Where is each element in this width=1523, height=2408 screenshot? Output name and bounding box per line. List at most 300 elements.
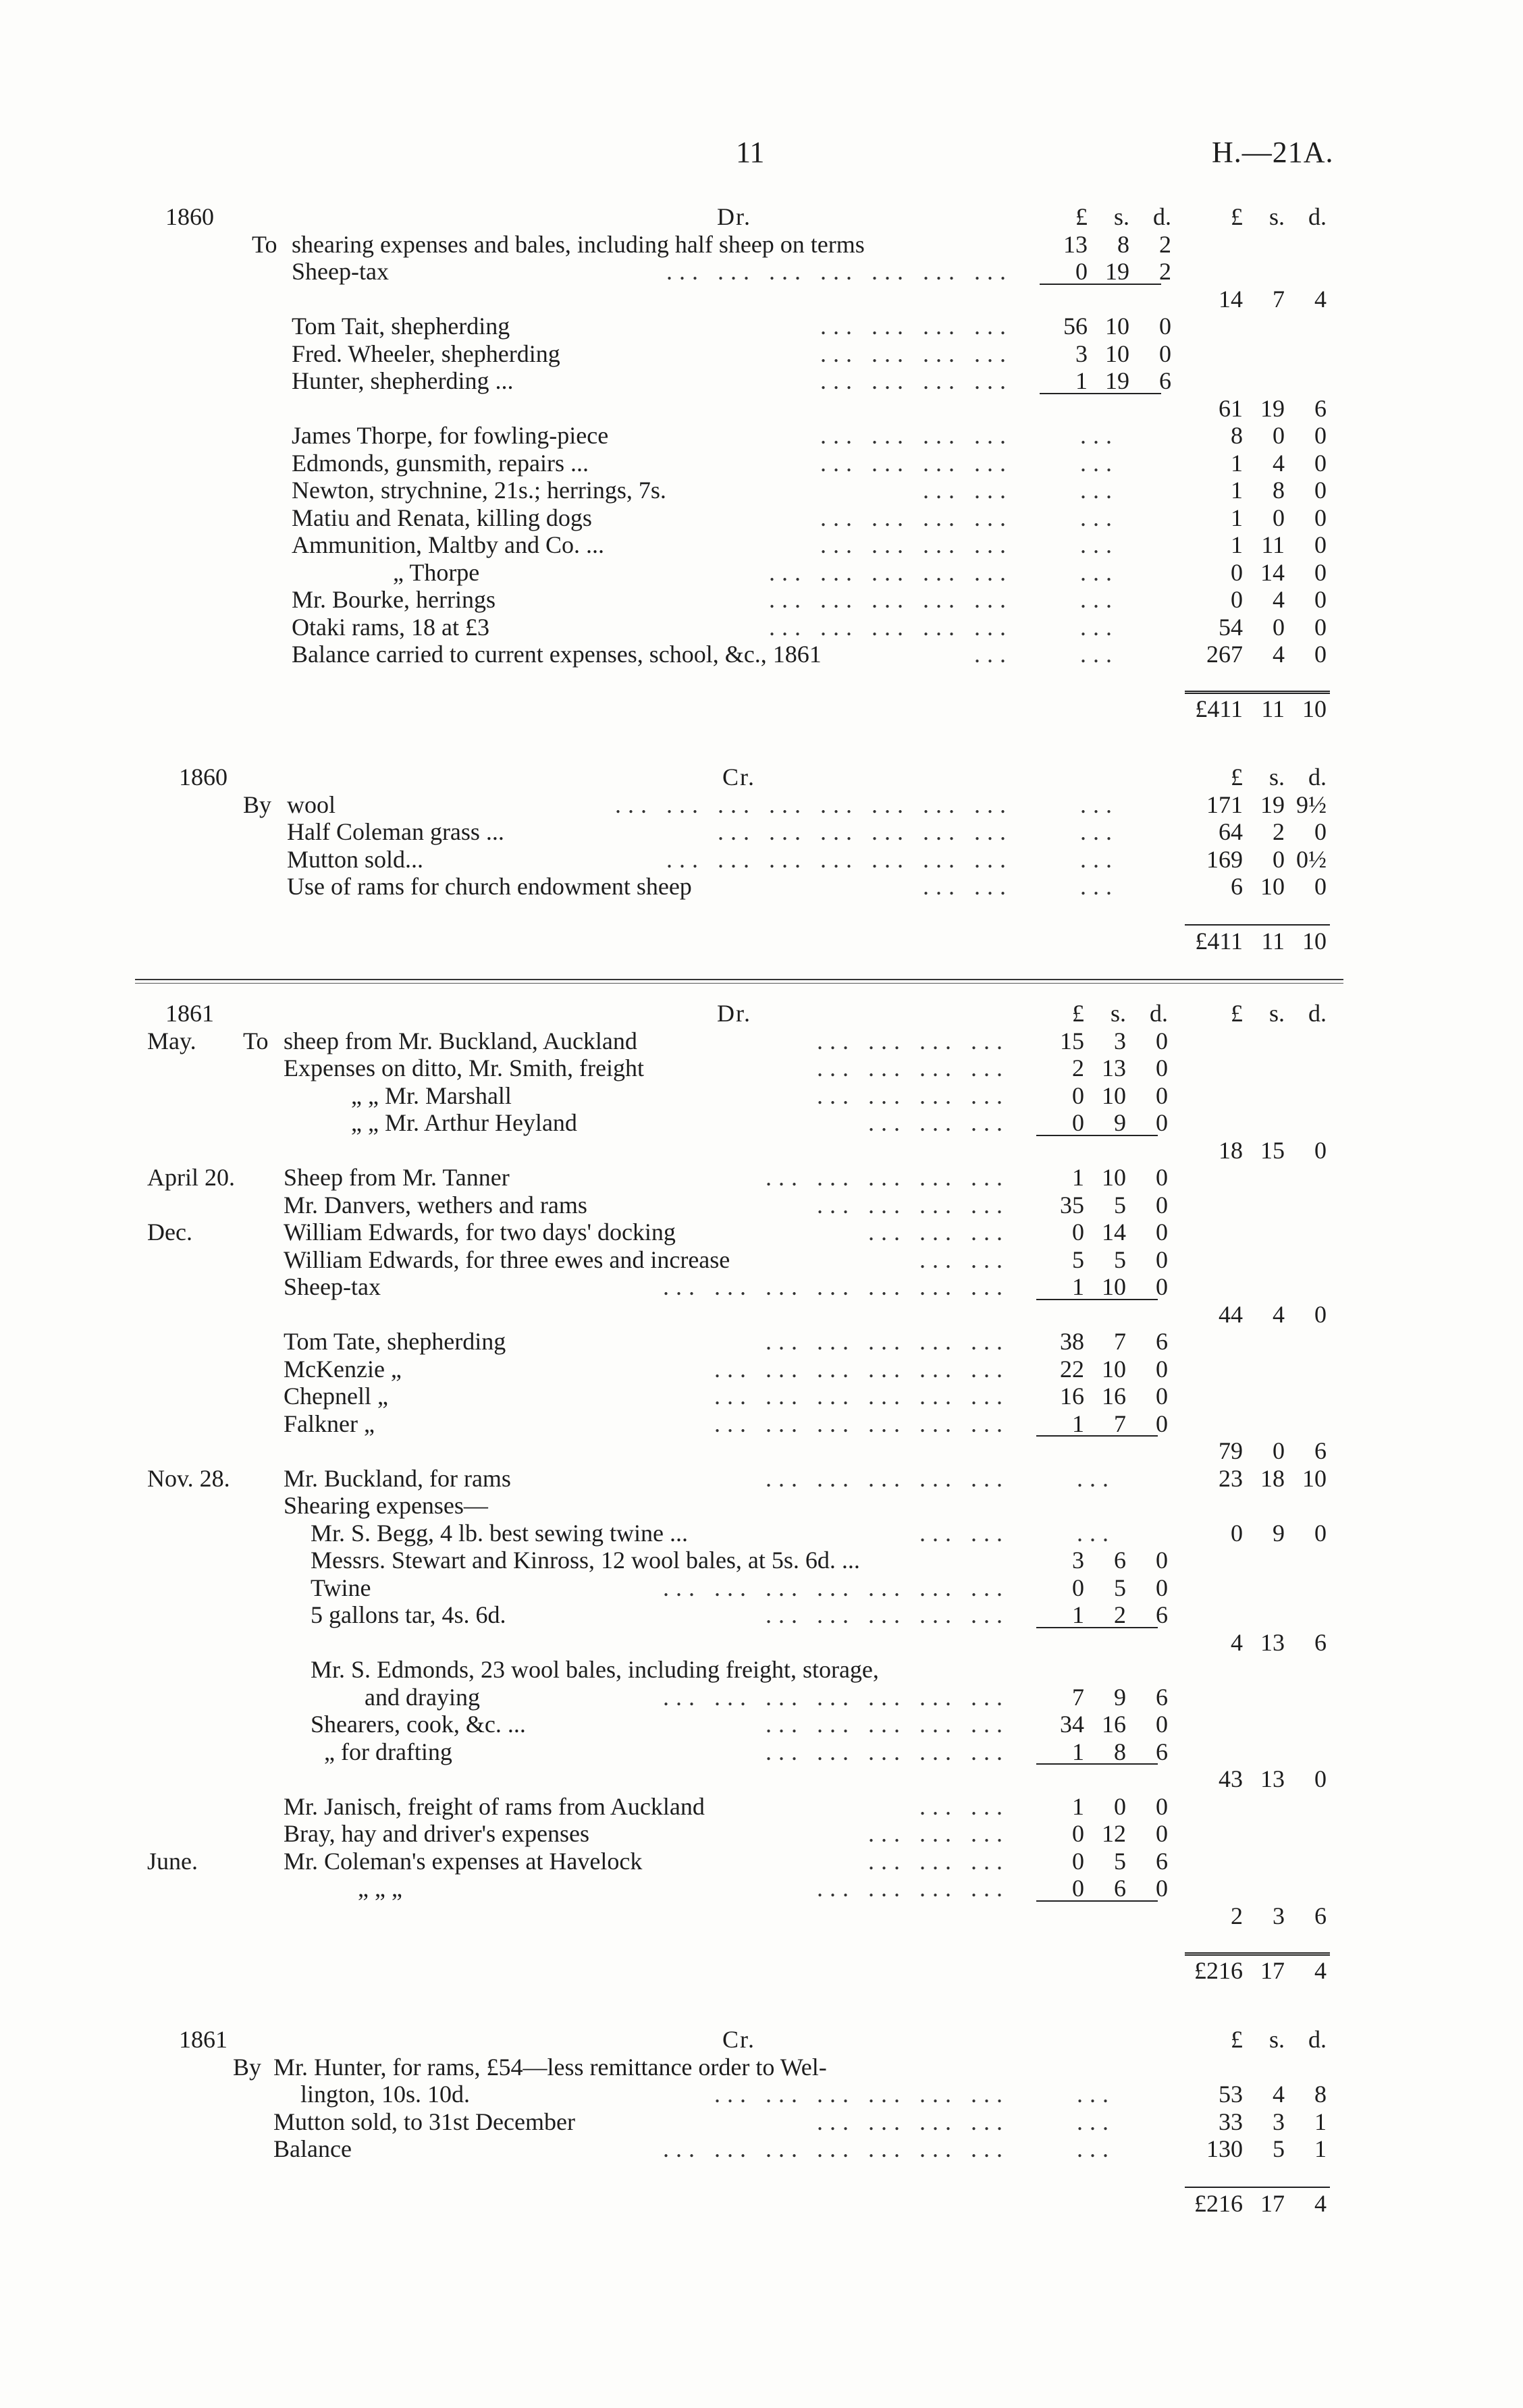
pounds-value: 33 [1219, 2108, 1243, 2135]
ledger-row [0, 1273, 1523, 1301]
shillings-value: 17 [1260, 2190, 1285, 2217]
shillings-value: 13 [1102, 1054, 1126, 1081]
inner-amount [1023, 1355, 1168, 1383]
ledger-row [0, 1792, 1523, 1821]
pence-value: 0 [1314, 613, 1327, 641]
ledger-row [0, 1382, 1523, 1410]
pounds-value: 0 [1072, 1081, 1084, 1109]
inner-dot-leader: ... [1080, 791, 1119, 818]
entry-description: Mutton sold, to 31st December [273, 2108, 575, 2135]
pounds-value: 1 [1231, 504, 1243, 531]
ledger-row [0, 1574, 1523, 1602]
shillings-value: 8 [1273, 477, 1285, 504]
dot-leader: ... ... [919, 1519, 1009, 1547]
entry-description: Mutton sold... [287, 845, 424, 873]
ledger-row [0, 1491, 1523, 1520]
pence-value: 0 [1156, 1027, 1168, 1054]
inner-column-headings [1026, 203, 1171, 231]
ledger-row [0, 1163, 1523, 1192]
dot-leader: ... ... ... [868, 1219, 1009, 1246]
inner-amount [1023, 1847, 1168, 1875]
section-year: 1861 [165, 1000, 214, 1027]
pence-value: 0 [1156, 1383, 1168, 1410]
total-rule [1185, 2187, 1330, 2188]
pence-value: 6 [1314, 1628, 1327, 1656]
shillings-value: 0 [1273, 845, 1285, 873]
shillings-value: 16 [1102, 1383, 1126, 1410]
entry-date: May. [147, 1027, 196, 1054]
section-divider [135, 979, 1343, 980]
shillings-value: 9 [1273, 1519, 1285, 1547]
inner-amount [1023, 1819, 1168, 1848]
shillings-value: 19 [1260, 791, 1285, 818]
ledger-row [0, 558, 1523, 587]
total-row [0, 1437, 1523, 1465]
entry-description: Mr. Hunter, for rams, £54—less remittance order to Wel- [273, 2053, 827, 2081]
pence-value: 2 [1159, 258, 1171, 285]
shillings-value: 4 [1273, 2081, 1285, 2108]
inner-amount [1023, 1191, 1168, 1219]
pounds-value: £216 [1194, 2190, 1243, 2217]
pounds-value: 0 [1072, 1820, 1084, 1847]
pence-value: 0 [1156, 1164, 1168, 1191]
inner-amount [1026, 340, 1171, 368]
ledger-row [0, 1601, 1523, 1629]
inner-amount [1023, 1874, 1168, 1902]
pounds-value: 1 [1072, 1601, 1084, 1628]
inner-amount [1023, 1738, 1168, 1766]
pounds-value: 44 [1219, 1300, 1243, 1328]
ledger-row [0, 2135, 1523, 2163]
pence-value: 8 [1314, 2081, 1327, 2108]
dot-leader: ... ... ... ... ... [766, 1738, 1009, 1765]
pounds-value: 15 [1060, 1027, 1084, 1054]
shillings-value: 2 [1114, 1601, 1126, 1628]
pounds-value: 169 [1206, 845, 1243, 873]
entry-description: Expenses on ditto, Mr. Smith, freight [284, 1054, 644, 1081]
shillings-value: 18 [1260, 1464, 1285, 1492]
inner-amount [1026, 257, 1171, 286]
total-row [0, 1765, 1523, 1793]
outer-amount [1178, 1464, 1327, 1493]
section-year: 1861 [179, 2026, 228, 2053]
dot-leader: ... ... ... [868, 1109, 1009, 1136]
shillings-value: 10 [1102, 1081, 1126, 1109]
section-heading: Dr. [717, 1000, 751, 1027]
dot-leader: ... ... ... ... ... [766, 1328, 1009, 1355]
pounds-value: 0 [1231, 558, 1243, 586]
inner-amount [1023, 1792, 1168, 1821]
entry-description: Shearers, cook, &c. ... [311, 1711, 526, 1738]
shillings-value: 4 [1273, 1300, 1285, 1328]
ledger-row [0, 640, 1523, 668]
total-row [0, 2189, 1523, 2218]
shillings-value: 10 [1102, 1273, 1126, 1300]
shillings-value: 7 [1273, 285, 1285, 313]
inner-amount [1023, 1054, 1168, 1082]
pounds-value: 171 [1206, 791, 1243, 818]
outer-amount [1178, 531, 1327, 559]
ledger-row [0, 1410, 1523, 1438]
entry-description: „ for drafting [324, 1738, 452, 1765]
inner-column-headings [1023, 999, 1168, 1027]
dot-leader: ... ... ... ... [817, 1027, 1009, 1054]
ledger-row [0, 818, 1523, 846]
pounds-value: 5 [1072, 1246, 1084, 1273]
pence-value: 0 [1156, 1054, 1168, 1081]
outer-amount [1178, 449, 1327, 477]
outer-amount [1178, 2135, 1327, 2163]
pounds-value: 0 [1072, 1847, 1084, 1875]
ledger-row [0, 845, 1523, 874]
shillings-value: 3 [1273, 2108, 1285, 2135]
pounds-value: 267 [1206, 641, 1243, 668]
pounds-value: £ [1231, 1000, 1243, 1027]
shillings-value: 13 [1260, 1628, 1285, 1656]
ledger-row [0, 504, 1523, 532]
pounds-value: 7 [1072, 1683, 1084, 1711]
dot-leader: ... ... ... ... [817, 1081, 1009, 1109]
section-heading-row [0, 763, 1523, 791]
entry-description: Sheep-tax [284, 1273, 381, 1300]
pence-value: 0 [1314, 422, 1327, 449]
ledger-row [0, 230, 1523, 259]
entry-description: lington, 10s. 10d. [300, 2081, 471, 2108]
outer-column-headings [1178, 2025, 1327, 2054]
pence-value: 4 [1314, 1956, 1327, 1984]
pence-value: 0 [1159, 313, 1171, 340]
pence-value: d. [1308, 1000, 1327, 1027]
outer-amount [1178, 1765, 1327, 1793]
dot-leader: ... ... ... [868, 1847, 1009, 1875]
dot-leader: ... ... ... ... [817, 1875, 1009, 1902]
ledger-row [0, 1655, 1523, 1684]
entry-description: Use of rams for church endowment sheep [287, 873, 692, 900]
entry-description: Hunter, shepherding ... [292, 367, 514, 394]
pounds-value: 54 [1219, 613, 1243, 641]
pounds-value: £ [1231, 203, 1243, 230]
inner-amount [1023, 1108, 1168, 1137]
shillings-value: 5 [1114, 1246, 1126, 1273]
pence-value: 10 [1302, 928, 1327, 955]
inner-amount [1026, 230, 1171, 259]
entry-description: Newton, strychnine, 21s.; herrings, 7s. [292, 477, 666, 504]
inner-dot-leader: ... [1080, 873, 1119, 900]
dot-leader: ... ... ... [868, 1820, 1009, 1847]
dot-leader: ... ... ... ... ... ... ... [666, 845, 1013, 873]
shillings-value: 0 [1273, 613, 1285, 641]
outer-amount [1178, 791, 1327, 819]
shillings-value: 10 [1105, 340, 1129, 367]
pounds-value: 34 [1060, 1711, 1084, 1738]
pounds-value: 1 [1075, 367, 1088, 394]
entry-prefix: To [243, 1027, 269, 1054]
section-heading: Dr. [717, 203, 751, 230]
ledger-row [0, 1218, 1523, 1246]
pence-value: d. [1308, 764, 1327, 791]
pence-value: 0 [1314, 1765, 1327, 1792]
pence-value: 0 [1156, 1109, 1168, 1136]
total-row [0, 394, 1523, 423]
dot-leader: ... ... ... ... ... [769, 586, 1013, 613]
outer-amount [1178, 1300, 1327, 1329]
shillings-value: 14 [1260, 558, 1285, 586]
dot-leader: ... ... ... ... ... ... ... [663, 1273, 1009, 1300]
outer-amount [1178, 394, 1327, 423]
pounds-value: 1 [1072, 1792, 1084, 1820]
pounds-value: 22 [1060, 1355, 1084, 1383]
pence-value: d. [1153, 203, 1171, 230]
ledger-row [0, 1054, 1523, 1082]
inner-amount [1023, 1218, 1168, 1246]
section-heading: Cr. [722, 2026, 756, 2053]
dot-leader: ... ... ... ... [820, 313, 1013, 340]
outer-column-headings [1178, 203, 1327, 231]
pounds-value: 53 [1219, 2081, 1243, 2108]
pounds-value: £ [1231, 764, 1243, 791]
ledger-row [0, 1874, 1523, 1902]
pence-value: 0 [1156, 1547, 1168, 1574]
shillings-value: 6 [1114, 1547, 1126, 1574]
inner-amount [1026, 312, 1171, 340]
entry-description: Mr. S. Begg, 4 lb. best sewing twine ... [311, 1519, 688, 1547]
inner-amount [1023, 1027, 1168, 1055]
entry-description: Mr. Bourke, herrings [292, 586, 496, 613]
entry-prefix: To [252, 230, 277, 258]
dot-leader: ... ... [923, 477, 1013, 504]
pounds-value: £411 [1195, 928, 1243, 955]
pounds-value: 0 [1231, 1519, 1243, 1547]
outer-amount [1178, 504, 1327, 532]
dot-leader: ... [974, 641, 1013, 668]
outer-amount [1178, 640, 1327, 668]
pounds-value: 1 [1231, 449, 1243, 477]
ledger-row [0, 872, 1523, 901]
shillings-value: 3 [1114, 1027, 1126, 1054]
entry-description: „ „ „ [358, 1875, 402, 1902]
dot-leader: ... ... ... ... ... ... ... ... [615, 791, 1013, 818]
outer-amount [1178, 2080, 1327, 2108]
shillings-value: 6 [1114, 1875, 1126, 1902]
shillings-value: 9 [1114, 1683, 1126, 1711]
total-row [0, 285, 1523, 313]
shillings-value: 19 [1260, 394, 1285, 422]
inner-amount [1023, 1246, 1168, 1274]
pounds-value: 13 [1063, 230, 1088, 258]
outer-column-headings [1178, 999, 1327, 1027]
ledger-row [0, 476, 1523, 504]
pence-value: 0 [1314, 873, 1327, 900]
ledger-row [0, 367, 1523, 395]
dot-leader: ... ... ... ... ... ... [714, 1355, 1009, 1383]
inner-dot-leader: ... [1077, 2135, 1115, 2162]
entry-description: William Edwards, for three ewes and increase [284, 1246, 730, 1273]
outer-amount [1178, 1136, 1327, 1165]
shillings-value: 9 [1114, 1109, 1126, 1136]
pence-value: 0 [1156, 1711, 1168, 1738]
shillings-value: 4 [1273, 449, 1285, 477]
inner-dot-leader: ... [1080, 818, 1119, 845]
document-reference: H.—21A. [1212, 136, 1334, 169]
dot-leader: ... ... ... ... ... ... ... [666, 258, 1013, 285]
entry-description: Balance carried to current expenses, school, &c., 1861 [292, 641, 822, 668]
shillings-value: 19 [1105, 367, 1129, 394]
entry-description: Falkner „ [284, 1410, 375, 1437]
entry-prefix: By [243, 791, 272, 818]
dot-leader: ... ... ... ... [820, 340, 1013, 367]
section-heading-row [0, 999, 1523, 1027]
shillings-value: 0 [1114, 1792, 1126, 1820]
shillings-value: 3 [1273, 1902, 1285, 1929]
pence-value: 10 [1302, 695, 1327, 722]
pounds-value: 43 [1219, 1765, 1243, 1792]
shillings-value: 11 [1261, 928, 1285, 955]
pounds-value: 56 [1063, 313, 1088, 340]
ledger-row [0, 1355, 1523, 1383]
pence-value: 0 [1156, 1246, 1168, 1273]
entry-description: 5 gallons tar, 4s. 6d. [311, 1601, 506, 1628]
shillings-value: 11 [1261, 531, 1285, 558]
outer-amount [1178, 476, 1327, 504]
outer-amount [1178, 613, 1327, 641]
ledger-row [0, 1027, 1523, 1055]
pence-value: 10 [1302, 1464, 1327, 1492]
entry-description: James Thorpe, for fowling-piece [292, 422, 609, 449]
shillings-value: s. [1110, 1000, 1126, 1027]
entry-description: Matiu and Renata, killing dogs [292, 504, 592, 531]
pence-value: 0 [1314, 531, 1327, 558]
shillings-value: 8 [1117, 230, 1129, 258]
pounds-value: £216 [1194, 1956, 1243, 1984]
dot-leader: ... ... [919, 1792, 1009, 1820]
total-rule [1185, 924, 1330, 926]
dot-leader: ... ... [919, 1246, 1009, 1273]
pence-value: 4 [1314, 285, 1327, 313]
pounds-value: 0 [1072, 1875, 1084, 1902]
ledger-row [0, 2080, 1523, 2108]
inner-amount [1023, 1574, 1168, 1602]
entry-date: Dec. [147, 1219, 192, 1246]
shillings-value: 0 [1273, 422, 1285, 449]
ledger-row [0, 791, 1523, 819]
ledger-row [0, 1738, 1523, 1766]
outer-amount [1178, 2108, 1327, 2136]
outer-amount [1178, 585, 1327, 614]
dot-leader: ... ... ... ... [820, 531, 1013, 558]
ledger-row [0, 1519, 1523, 1547]
pence-value: 0 [1156, 1081, 1168, 1109]
entry-description: and draying [365, 1683, 480, 1711]
dot-leader: ... ... ... ... ... ... ... [663, 2135, 1009, 2162]
ledger-row [0, 1847, 1523, 1875]
total-row [0, 1628, 1523, 1657]
outer-amount [1178, 1902, 1327, 1930]
dot-leader: ... ... ... ... ... [769, 613, 1013, 641]
pounds-value: 35 [1060, 1191, 1084, 1219]
section-year: 1860 [165, 203, 214, 230]
section-year: 1860 [179, 764, 228, 791]
total-row [0, 1956, 1523, 1985]
entry-description: Tom Tate, shepherding [284, 1328, 506, 1355]
pence-value: 1 [1314, 2135, 1327, 2162]
dot-leader: ... ... ... ... ... [766, 1601, 1009, 1628]
inner-amount [1023, 1601, 1168, 1629]
pence-value: 1 [1314, 2108, 1327, 2135]
ledger-row [0, 257, 1523, 286]
total-row [0, 1136, 1523, 1165]
pence-value: 0 [1314, 586, 1327, 613]
pence-value: 2 [1159, 230, 1171, 258]
section-heading-row [0, 2025, 1523, 2054]
dot-leader: ... ... ... ... ... ... [714, 1383, 1009, 1410]
pence-value: 0 [1156, 1355, 1168, 1383]
dot-leader: ... ... ... ... ... ... [714, 1410, 1009, 1437]
shillings-value: 10 [1260, 873, 1285, 900]
section-heading-row [0, 203, 1523, 231]
dot-leader: ... ... ... ... [817, 2108, 1009, 2135]
pounds-value: 79 [1219, 1437, 1243, 1464]
outer-amount [1178, 927, 1327, 955]
pence-value: 0 [1314, 1300, 1327, 1328]
pence-value: 0 [1156, 1574, 1168, 1601]
pence-value: d. [1308, 203, 1327, 230]
pounds-value: 14 [1219, 285, 1243, 313]
ledger-row [0, 531, 1523, 559]
dot-leader: ... ... ... ... ... [766, 1464, 1009, 1492]
total-double-rule [1185, 691, 1330, 694]
dot-leader: ... ... ... ... [817, 1054, 1009, 1081]
entry-description: „ „ Mr. Arthur Heyland [351, 1109, 577, 1136]
total-row [0, 1300, 1523, 1329]
pounds-value: 2 [1072, 1054, 1084, 1081]
shillings-value: 0 [1273, 1437, 1285, 1464]
shillings-value: 5 [1114, 1574, 1126, 1601]
pence-value: 6 [1156, 1328, 1168, 1355]
inner-amount [1023, 1546, 1168, 1574]
inner-amount [1023, 1081, 1168, 1110]
ledger-row [0, 1819, 1523, 1848]
shillings-value: 4 [1273, 641, 1285, 668]
dot-leader: ... ... ... ... [820, 449, 1013, 477]
shillings-value: 19 [1105, 258, 1129, 285]
pence-value: 0 [1156, 1219, 1168, 1246]
inner-amount [1023, 1410, 1168, 1438]
dot-leader: ... ... ... ... ... ... [714, 2081, 1009, 2108]
ledger-row [0, 449, 1523, 477]
shillings-value: 14 [1102, 1219, 1126, 1246]
entry-description: William Edwards, for two days' docking [284, 1219, 676, 1246]
pence-value: 0 [1314, 558, 1327, 586]
inner-dot-leader: ... [1080, 586, 1119, 613]
pence-value: d. [1150, 1000, 1168, 1027]
shillings-value: 10 [1105, 313, 1129, 340]
entry-description: Balance [273, 2135, 352, 2162]
pounds-value: £ [1075, 203, 1088, 230]
shillings-value: s. [1113, 203, 1129, 230]
pounds-value: 130 [1206, 2135, 1243, 2162]
pounds-value: 18 [1219, 1136, 1243, 1164]
entry-description: Edmonds, gunsmith, repairs ... [292, 449, 589, 477]
entry-description: Ammunition, Maltby and Co. ... [292, 531, 604, 558]
pounds-value: 0 [1075, 258, 1088, 285]
ledger-row [0, 1327, 1523, 1356]
entry-date: April 20. [147, 1164, 235, 1191]
inner-dot-leader: ... [1080, 504, 1119, 531]
shillings-value: s. [1268, 203, 1285, 230]
pounds-value: 23 [1219, 1464, 1243, 1492]
entry-description: Twine [311, 1574, 371, 1601]
inner-dot-leader: ... [1077, 1464, 1115, 1492]
